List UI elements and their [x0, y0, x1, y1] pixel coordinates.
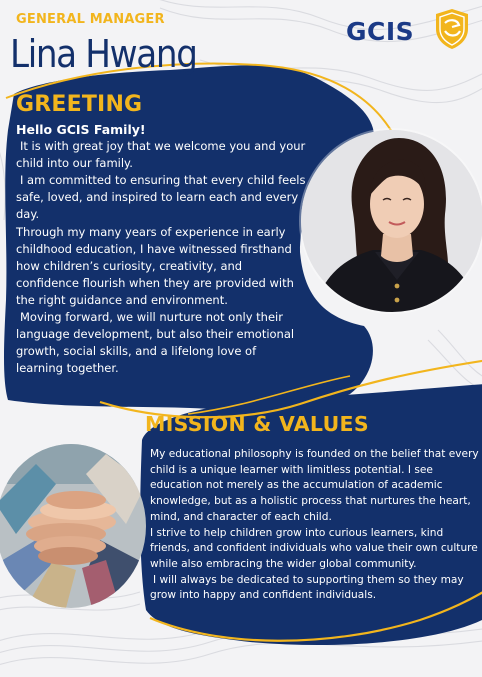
- greeting-paragraph: I am committed to ensuring that every child feels safe, loved, and inspired to learn each and every day.: [16, 173, 306, 222]
- greeting-paragraph: It is with great joy that we welcome you and your child into our family.: [16, 139, 306, 171]
- mission-body: [150, 447, 480, 604]
- school-logo: [346, 7, 472, 51]
- greeting-paragraph: Moving forward, we will nurture not only their language development, but also their emotional growth, social skills, and a lifelong love of learning together.: [16, 310, 295, 376]
- greeting-body: [16, 121, 306, 377]
- job-title: GENERAL MANAGER: [16, 12, 165, 27]
- greeting-heading: GREETING: [16, 92, 143, 117]
- mission-paragraph: My educational philosophy is founded on the belief that every child is a unique learner with limitless potential. I see education not merely as the accumulation of academic knowledge, but as a holistic process that nurtures the heart, mind, and character of each child.: [150, 448, 479, 523]
- logo-text: GCIS: [346, 17, 415, 46]
- stacked-hands-photo: [0, 444, 146, 608]
- greeting-paragraph: Through my many years of experience in early childhood education, I have witnessed firsthand how children’s curiosity, creativity, and confidence flourish when they are provided with the right guidance and environment.: [16, 224, 294, 307]
- manager-name: Lina Hwang: [10, 32, 197, 76]
- gcis-shield-icon: [432, 7, 472, 51]
- greeting-salutation: Hello GCIS Family!: [16, 122, 146, 137]
- mission-paragraph: I will always be dedicated to supporting them so they may grow into happy and confident individuals.: [150, 573, 464, 602]
- mission-heading: MISSION & VALUES: [145, 412, 369, 436]
- mission-paragraph: I strive to help children grow into curious learners, kind friends, and confident individuals who value their own culture while also embracing the wider global community.: [150, 526, 478, 570]
- manager-portrait-photo: [301, 130, 482, 312]
